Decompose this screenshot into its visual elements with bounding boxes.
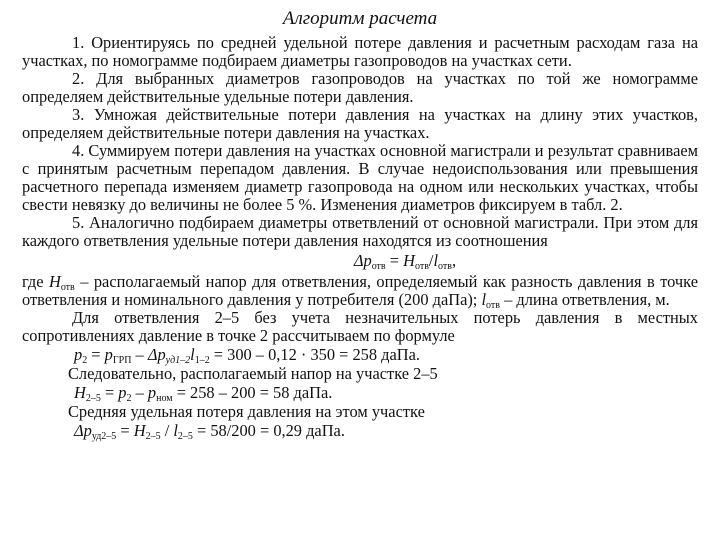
formula-available-head: $H_{2-5} = p_2 - p_{ном} = 258 - 200 = 58$ даПа.	[74, 383, 333, 404]
formula-branch-loss: $\Delta p_{отв} = H_{отв}/l_{отв}$,	[353, 251, 457, 272]
paragraph-2: 2. Для выбранных диаметров газопроводов на участках по той же номограмме определяем действительные удельные потери давления.	[22, 69, 698, 106]
formula-specific-loss: $\Delta p_{уд2-5} = H_{2-5} / l_{2-5} = 58/200 = 0,29$ даПа.	[74, 421, 345, 442]
document-title: Алгоритм расчета	[282, 8, 438, 29]
paragraph-7: Следовательно, располагаемый напор на участке 2–5	[68, 364, 438, 383]
paragraph-4: 4. Суммируем потери давления на участках основной магистрали и результат сравниваем с принятым расчетным перепадом давления. В случае недоиспользования или превышения расчетного перепада изменяем диаметр газопровода на одном или нескольких участках, чтобы свести невязку до величины не более 5 %. Изменения диаметров фиксируем в табл. 2.	[22, 141, 698, 214]
paragraph-5: 5. Аналогично подбираем диаметры ответвлений от основной магистрали. При этом для каждого ответвления удельные потери давления находятся из соотношения	[22, 213, 698, 250]
document-body	[22, 34, 698, 441]
paragraph-8: Средняя удельная потеря давления на этом участке	[68, 402, 425, 421]
paragraph-6: Для ответвления 2–5 без учета незначительных потерь давления в местных сопротивлениях давление в точке 2 рассчитываем по формуле	[22, 308, 698, 345]
paragraph-where: где $H_{отв}$ – располагаемый напор для ответвления, определяемый как разность давления в точке ответвления и номинального давления у потребителя (200 даПа); $l_{отв}$ – длина ответвления, м.	[22, 272, 699, 311]
paragraph-1: 1. Ориентируясь по средней удельной потере давления и расчетным расходам газа на участках, по номограмме подбираем диаметры газопроводов на участках сети.	[22, 33, 698, 70]
formula-pressure-point-2: $p_2 = p_{ГРП} - \Delta p_{уд1-2}l_{1-2} = 300 - 0,12 \cdot 350 = 258$ даПа.	[74, 345, 420, 366]
paragraph-3: 3. Умножая действительные потери давления на участках на длину этих участков, определяем действительные потери давления на участках.	[22, 105, 698, 142]
